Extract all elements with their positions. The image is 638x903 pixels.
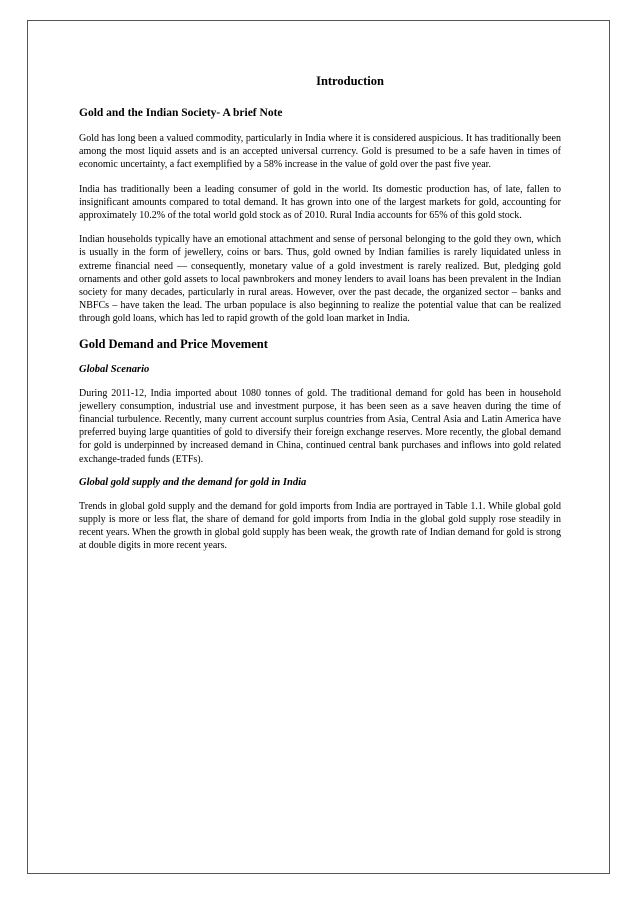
section-heading-gold-indian-society: Gold and the Indian Society- A brief Note: [79, 107, 283, 119]
subheading-global-scenario: Global Scenario: [79, 363, 150, 375]
paragraph: India has traditionally been a leading consumer of gold in the world. Its domestic production has, of late, fallen to insignificant amounts compared to total demand. It has grown into one of the largest markets for gold, accounting for approximately 10.2% of the total world gold stock as of 2010. Rural India accounts for 65% of this gold stock.: [79, 183, 561, 222]
paragraph: Trends in global gold supply and the demand for gold imports from India are portrayed in Table 1.1. While global gold supply is more or less flat, the share of demand for gold imports from India in the global gold supply rose steadily in recent years. When the growth in global gold supply has been weak, the growth rate of Indian demand for gold is strong at double digits in more recent years.: [79, 500, 561, 552]
document-body: [79, 74, 561, 564]
paragraph: Gold has long been a valued commodity, particularly in India where it is considered auspicious. It has traditionally been among the most liquid assets and is an accepted universal currency. Gold is presumed to be a safe haven in times of economic uncertainty, a fact exemplified by a 58% increase in the value of gold over the past five year.: [79, 133, 561, 171]
paragraph: Indian households typically have an emotional attachment and sense of personal belonging to the gold they own, which is usually in the form of jewellery, coins or bars. Thus, gold owned by Indian families is rarely liquidated unless in extreme financial need — consequently, monetary value of a gold investment is rarely realized. But, pledging gold ornaments and other gold assets to local pawnbrokers and money lenders to avail loans has been prevalent in the Indian society for many decades, particularly in rural areas. However, over the past decade, the organized sector – banks and NBFCs – have taken the lead. The urban populace is also beginning to realize the potential value that can be realized through gold loans, which has led to rapid growth of the gold loan market in India.: [79, 234, 561, 325]
section-heading-gold-demand: Gold Demand and Price Movement: [79, 336, 268, 351]
document-title: Introduction: [316, 74, 384, 88]
paragraph: During 2011-12, India imported about 1080 tonnes of gold. The traditional demand for gold has been in household jewellery consumption, industrial use and investment purpose, it has been seen as a save heaven during the time of financial turbulence. Recently, many current account surplus countries from Asia, Central Asia and Latin America have preferred buying large quantities of gold to diversify their foreign exchange reserves. More recently, the global demand for gold is underpinned by increased demand in China, continued central bank purchases and inflows into gold related exchange-traded funds (ETFs).: [79, 387, 561, 465]
subheading-global-supply-demand: Global gold supply and the demand for gold in India: [79, 476, 307, 488]
